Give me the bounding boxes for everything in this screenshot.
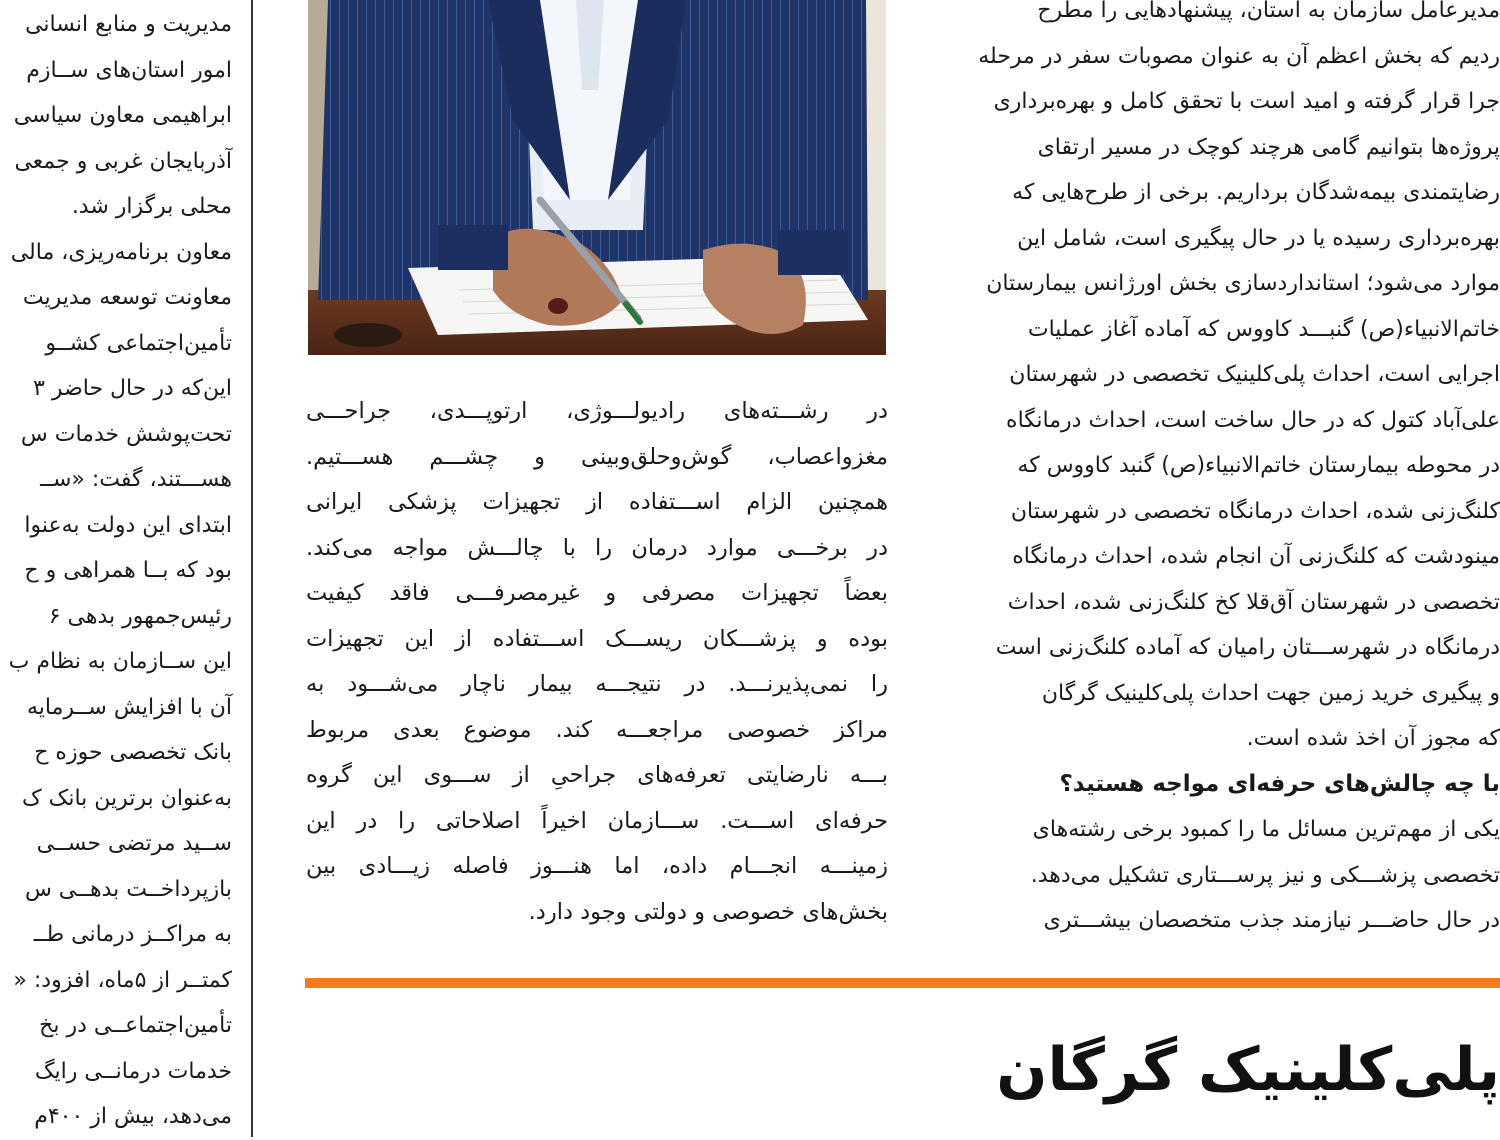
text-line: کمتــر از ۵ماه، افزود: « xyxy=(13,967,232,993)
text-line: بـــه نارضایتی تعرفه‌های جراحیِ از ســـوی این گروه xyxy=(306,762,888,788)
article-photo xyxy=(308,0,886,355)
text-line: که مجوز آن اخذ شده است. xyxy=(1246,726,1500,751)
text-line: ابتدای این دولت به‌عنوا xyxy=(24,512,232,538)
text-line: جرا قرار گرفته و امید است با تحقق کامل و بهره‌برداری xyxy=(993,89,1500,114)
text-line: در حال حاضـــر نیازمند جذب متخصصان بیشـــتری xyxy=(1043,908,1500,933)
text-line: پروژه‌ها بتوانیم گامی هرچند کوچک در مسیر ارتقای xyxy=(1037,134,1500,160)
text-line: به مراکــز درمانی طــ xyxy=(33,922,232,947)
text-line: به‌عنوان برترین بانک ک xyxy=(21,785,232,811)
text-line: مدیریت و منابع انسانی xyxy=(25,12,232,37)
article-headline: پلی‌کلینیک گرگان xyxy=(996,1035,1500,1105)
text-line: هســـتند، گفت: «ســ xyxy=(40,467,232,492)
text-line: محلی برگزار شد. xyxy=(71,194,232,219)
text-line: این‌که در حال حاضر ۳ xyxy=(33,376,232,401)
text-line: مینودشت که کلنگ‌زنی آن انجام شده، احداث درمانگاه xyxy=(1012,544,1500,569)
text-line: خدمات درمانــی رایگ xyxy=(34,1058,232,1084)
text-line: تخصصی پزشـــکی و نیز پرســـتاری تشکیل می‌دهد. xyxy=(1030,862,1500,888)
text-line: امور استان‌های ســازم xyxy=(26,57,232,83)
text-line: ردیم که بخش اعظم آن به عنوان مصوبات سفر در مرحله xyxy=(978,43,1500,69)
text-line: بوده و پزشـــکان ریســـک اســـتفاده از این تجهیزات xyxy=(306,625,888,652)
text-line: بانک تخصصی حوزه ح xyxy=(34,740,232,765)
text-line: آن با افزایش ســرمایه xyxy=(27,694,232,720)
text-line: تخصصی در شهرستان آق‌قلا کخ کلنگ‌زنی شده، احداث xyxy=(1007,589,1500,615)
text-line: رضایتمندی بیمه‌شدگان برداریم. برخی از طرح‌هایی که xyxy=(1012,180,1500,205)
question-subheading: با چه چالش‌های حرفه‌ای مواجه هستید؟ xyxy=(1059,770,1500,797)
text-line: را نمی‌پذیرنـــد. در نتیجـــه بیمار ناچار می‌شـــود به xyxy=(306,671,888,697)
text-line: تأمین‌اجتماعی کشــو xyxy=(45,330,232,356)
text-line: آذربایجان غربی و جمعی xyxy=(14,148,232,174)
text-line: می‌دهد، بیش از ۴۰۰م xyxy=(34,1104,232,1129)
text-line: کلنگ‌زنی شده، احداث درمانگاه تخصصی در شهرستان xyxy=(1010,498,1500,524)
text-line: بعضاً تجهیزات مصرفی و غیرمصرفـــی فاقد کیفیت xyxy=(306,580,888,606)
text-line: این ســازمان به نظام ب xyxy=(8,649,232,674)
text-line: بازپرداخــت بدهــی س xyxy=(24,876,232,902)
text-line: یکی از مهم‌ترین مسائل ما را کمبود برخی رشته‌های xyxy=(1032,817,1500,842)
column-divider xyxy=(251,0,253,1137)
text-line: و پیگیری خرید زمین جهت احداث پلی‌کلینیک گرگان xyxy=(1041,680,1500,706)
text-line: بخش‌های خصوصی و دولتی وجود دارد. xyxy=(528,898,888,925)
text-line: تحت‌پوشش خدمات س xyxy=(20,421,232,447)
text-line: مغزواعصاب، گوش‌وحلق‌وبینی و چشـــم هســـتیم. xyxy=(306,443,888,470)
text-line: علی‌آباد کتول که در حال ساخت است، احداث درمانگاه xyxy=(1006,407,1500,433)
text-line: درمانگاه در شهرســـتان رامیان که آماده کلنگ‌زنی است xyxy=(995,635,1500,660)
text-line: ســید مرتضی حســی xyxy=(36,831,232,856)
text-line: در برخـــی موارد درمان را با چالـــش مواجه می‌کند. xyxy=(306,534,888,561)
text-line: زمینـــه انجـــام داده، اما هنـــوز فاصله زیـــادی بین xyxy=(306,853,888,879)
text-line: معاونت توسعه مدیریت xyxy=(22,285,232,310)
text-line: حرفه‌ای اســـت. ســـازمان اخیراً اصلاحاتی را در این xyxy=(306,807,888,834)
text-line: مدیرعامل سازمان به استان، پیشنهادهایی را مطرح xyxy=(1037,0,1500,23)
right-article-column xyxy=(940,0,1500,944)
text-line: در محوطه بیمارستان خاتم‌الانبیاء(ص) گنبد کاووس که xyxy=(1017,453,1500,478)
portrait-photo-icon xyxy=(308,0,886,355)
text-line: ابراهیمی معاون سیاسی xyxy=(13,103,232,128)
text-line: تأمین‌اجتماعــی در بخ xyxy=(39,1013,232,1038)
text-line: موارد می‌شود؛ استانداردسازی بخش اورژانس بیمارستان xyxy=(986,271,1500,296)
text-line: در رشـــته‌های رادیولـــوژی، ارتوپـــدی، جراحـــی xyxy=(306,398,888,424)
text-line: مراکز خصوصی مراجعـــه کند. موضوع بعدی مربوط xyxy=(306,716,888,743)
left-article-column xyxy=(0,2,232,1140)
middle-article-column xyxy=(306,389,888,935)
text-line: بود که بــا همراهی و ح xyxy=(24,558,232,583)
orange-accent-rule xyxy=(305,978,1500,988)
text-line: همچنین الزام اســـتفاده از تجهیزات پزشکی ایرانی xyxy=(306,489,888,515)
text-line: خاتم‌الانبیاء(ص) گنبـــد کاووس که آماده آغاز عملیات xyxy=(1027,316,1500,342)
text-line: رئیس‌جمهور بدهی ۶ xyxy=(48,603,232,629)
text-line: بهره‌برداری رسیده یا در حال پیگیری است، شامل این xyxy=(1017,225,1500,251)
text-line: معاون برنامه‌ریزی، مالی xyxy=(10,239,232,265)
text-line: اجرایی است، احداث پلی‌کلینیک تخصصی در شهرستان xyxy=(1009,362,1500,387)
